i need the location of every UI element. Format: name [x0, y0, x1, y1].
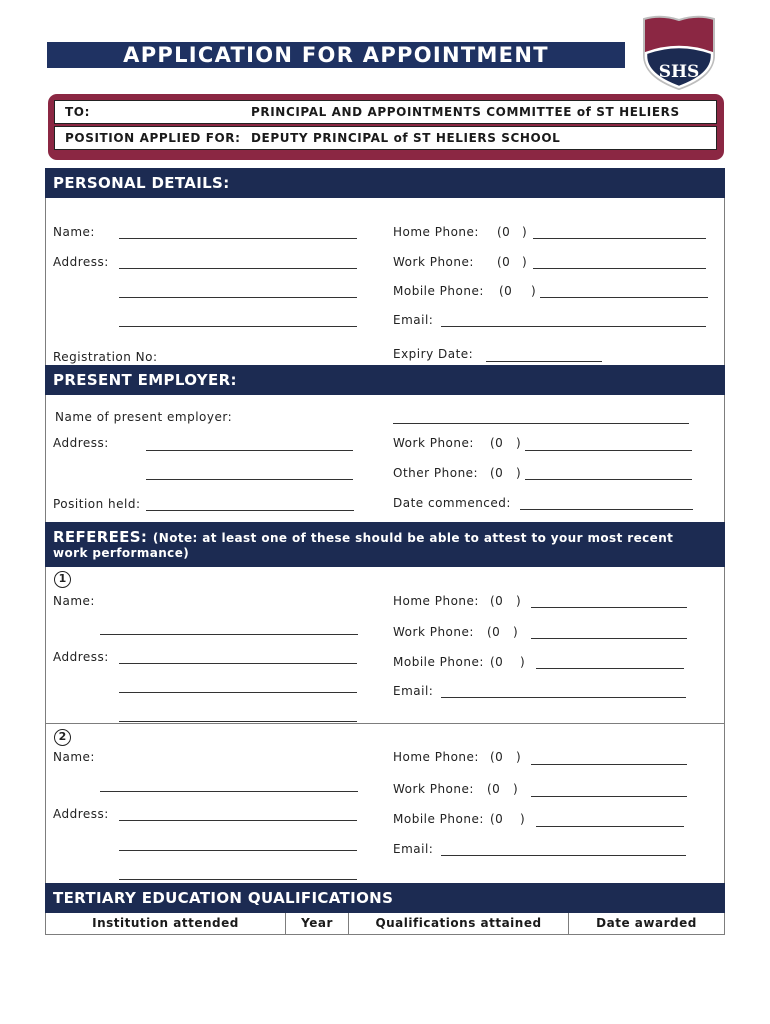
referees-note-continued: work performance)	[53, 546, 190, 560]
employer-address-field-2[interactable]	[146, 471, 353, 480]
area-code-close: )	[516, 594, 522, 608]
employer-work-phone-field[interactable]	[525, 442, 692, 451]
area-code-prefix: (0	[487, 625, 501, 639]
referees-heading: REFEREES:	[53, 528, 148, 546]
referee-1-work-phone-field[interactable]	[531, 630, 687, 639]
expiry-date-field[interactable]	[486, 353, 602, 362]
area-code-close: )	[522, 225, 528, 239]
area-code-close: )	[531, 284, 537, 298]
personal-details-header	[45, 168, 725, 198]
position-held-field[interactable]	[146, 502, 354, 511]
position-applied-label: POSITION APPLIED FOR:	[65, 131, 241, 145]
area-code-prefix: (0	[487, 782, 501, 796]
referee-1-home-phone-label: Home Phone:	[393, 594, 479, 608]
referees-note: (Note: at least one of these should be able to attest to your most recent	[152, 531, 674, 545]
personal-email-label: Email:	[393, 313, 434, 327]
personal-mobile-phone-field[interactable]	[540, 289, 708, 298]
column-header-institution: Institution attended	[46, 913, 286, 934]
referee-2-work-phone-label: Work Phone:	[393, 782, 474, 796]
referee-2-home-phone-label: Home Phone:	[393, 750, 479, 764]
referee-2-name-field[interactable]	[100, 783, 358, 792]
position-row	[54, 126, 717, 150]
position-applied-value: DEPUTY PRINCIPAL of ST HELIERS SCHOOL	[251, 131, 561, 145]
personal-name-field[interactable]	[119, 230, 357, 239]
employer-address-field-1[interactable]	[146, 442, 353, 451]
date-commenced-field[interactable]	[520, 501, 693, 510]
referee-2-address-field-3[interactable]	[119, 871, 357, 880]
referee-1-address-field-3[interactable]	[119, 713, 357, 722]
area-code-prefix: (0	[490, 466, 504, 480]
referee-1-mobile-phone-field[interactable]	[536, 660, 684, 669]
referees-header	[45, 522, 725, 567]
area-code-prefix: (0	[490, 812, 504, 826]
referee-2-email-field[interactable]	[441, 847, 686, 856]
referee-2-email-label: Email:	[393, 842, 434, 856]
present-employer-header	[45, 365, 725, 395]
area-code-prefix: (0	[497, 255, 511, 269]
referee-1-mobile-phone-label: Mobile Phone:	[393, 655, 484, 669]
area-code-close: )	[520, 655, 526, 669]
page-title: APPLICATION FOR APPOINTMENT	[123, 43, 549, 67]
to-label: TO:	[65, 105, 90, 119]
area-code-prefix: (0	[497, 225, 511, 239]
school-crest-logo	[641, 13, 717, 91]
employer-name-field[interactable]	[393, 415, 689, 424]
referee-2-mobile-phone-field[interactable]	[536, 818, 684, 827]
referee-2-address-field-2[interactable]	[119, 842, 357, 851]
referee-1-email-label: Email:	[393, 684, 434, 698]
personal-home-phone-label: Home Phone:	[393, 225, 479, 239]
to-row	[54, 100, 717, 124]
personal-address-field-2[interactable]	[119, 289, 357, 298]
present-employer-heading: PRESENT EMPLOYER:	[53, 371, 237, 389]
referee-divider	[45, 723, 725, 724]
area-code-close: )	[520, 812, 526, 826]
employer-other-phone-field[interactable]	[525, 471, 692, 480]
referee-2-mobile-phone-label: Mobile Phone:	[393, 812, 484, 826]
referee-1-address-field-1[interactable]	[119, 655, 357, 664]
referee-1-work-phone-label: Work Phone:	[393, 625, 474, 639]
referee-number-badge-1: 1	[54, 571, 71, 588]
area-code-close: )	[516, 436, 522, 450]
addressee-panel	[48, 94, 724, 160]
crest-text: SHS	[658, 62, 700, 82]
referee-number-badge-2: 2	[54, 729, 71, 746]
column-header-date-awarded: Date awarded	[596, 916, 697, 930]
referee-2-address-label: Address:	[53, 807, 109, 821]
area-code-close: )	[513, 782, 519, 796]
expiry-date-label: Expiry Date:	[393, 347, 474, 361]
referee-2-home-phone-field[interactable]	[531, 756, 687, 765]
personal-address-field-3[interactable]	[119, 318, 357, 327]
referee-2-name-label: Name:	[53, 750, 95, 764]
personal-work-phone-field[interactable]	[533, 260, 706, 269]
employer-name-label: Name of present employer:	[55, 410, 233, 424]
column-header-year: Year	[286, 913, 349, 934]
personal-address-label: Address:	[53, 255, 109, 269]
employer-other-phone-label: Other Phone:	[393, 466, 479, 480]
area-code-close: )	[513, 625, 519, 639]
referee-1-address-label: Address:	[53, 650, 109, 664]
to-value: PRINCIPAL AND APPOINTMENTS COMMITTEE of ST HELIERS	[251, 105, 680, 119]
personal-mobile-phone-label: Mobile Phone:	[393, 284, 484, 298]
date-commenced-label: Date commenced:	[393, 496, 511, 510]
area-code-prefix: (0	[499, 284, 513, 298]
position-held-label: Position held:	[53, 497, 141, 511]
referee-1-home-phone-field[interactable]	[531, 599, 687, 608]
registration-no-label: Registration No:	[53, 350, 158, 364]
personal-address-field-1[interactable]	[119, 260, 357, 269]
title-banner	[47, 42, 625, 68]
tertiary-education-header	[45, 883, 725, 913]
personal-work-phone-label: Work Phone:	[393, 255, 474, 269]
referee-2-address-field-1[interactable]	[119, 812, 357, 821]
employer-work-phone-label: Work Phone:	[393, 436, 474, 450]
personal-email-field[interactable]	[441, 318, 706, 327]
area-code-prefix: (0	[490, 436, 504, 450]
referee-1-email-field[interactable]	[441, 689, 686, 698]
referees-header-line	[53, 530, 725, 546]
qualifications-table-header	[45, 913, 725, 935]
referee-1-address-field-2[interactable]	[119, 684, 357, 693]
employer-address-label: Address:	[53, 436, 109, 450]
referee-2-work-phone-field[interactable]	[531, 788, 687, 797]
column-header-qualifications: Qualifications attained	[349, 913, 569, 934]
referee-1-name-label: Name:	[53, 594, 95, 608]
area-code-prefix: (0	[490, 594, 504, 608]
area-code-close: )	[522, 255, 528, 269]
area-code-prefix: (0	[490, 655, 504, 669]
tertiary-education-heading: TERTIARY EDUCATION QUALIFICATIONS	[53, 889, 394, 907]
area-code-close: )	[516, 750, 522, 764]
personal-details-heading: PERSONAL DETAILS:	[53, 174, 230, 192]
referee-1-name-field[interactable]	[100, 626, 358, 635]
personal-name-label: Name:	[53, 225, 95, 239]
area-code-close: )	[516, 466, 522, 480]
personal-home-phone-field[interactable]	[533, 230, 706, 239]
area-code-prefix: (0	[490, 750, 504, 764]
